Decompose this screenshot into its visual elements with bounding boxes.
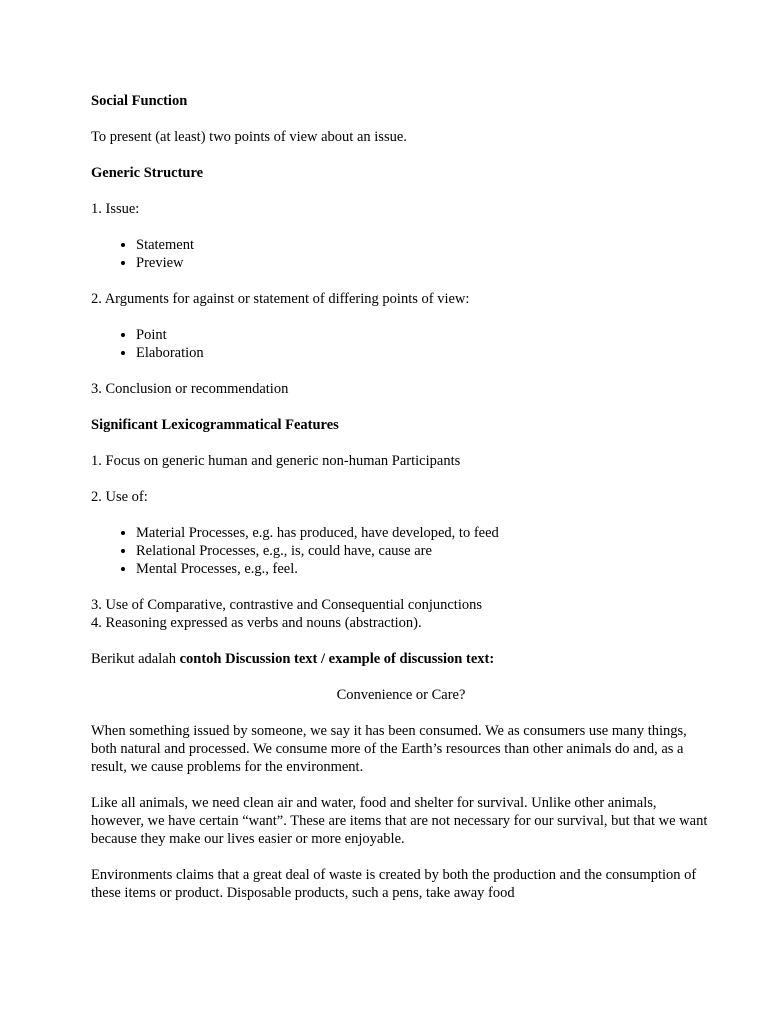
example-intro-bold: contoh Discussion text / example of discussion text: [179, 651, 495, 667]
list-item: • Elaboration [136, 344, 711, 362]
document-content [91, 92, 711, 920]
generic-structure-heading: Generic Structure [91, 165, 204, 181]
social-function-heading: Social Function [91, 93, 188, 109]
list-item: • Relational Processes, e.g., is, could have, cause are [136, 542, 711, 560]
lexico-item-1: 1. Focus on generic human and generic non-human Participants [91, 453, 461, 469]
lexico-heading: Significant Lexicogrammatical Features [91, 417, 339, 433]
arguments-list [91, 326, 711, 362]
example-intro [91, 650, 711, 668]
list-item: • Mental Processes, e.g., feel. [136, 560, 711, 578]
issue-label: 1. Issue: [91, 201, 140, 217]
lexico-item-4: 4. Reasoning expressed as verbs and nouns (abstraction). [91, 615, 422, 631]
paragraph-3: Environments claims that a great deal of waste is created by both the production and the consumption of these items or product. Disposable products, such a pens, take away food [91, 867, 697, 901]
lexico-item-2: 2. Use of: [91, 489, 148, 505]
arguments-label: 2. Arguments for against or statement of differing points of view: [91, 291, 470, 307]
issue-list [91, 236, 711, 272]
example-intro-prefix: Berikut adalah [91, 651, 180, 667]
text-title: Convenience or Care? [336, 687, 466, 703]
list-item: • Point [136, 326, 711, 344]
paragraph-1: When something issued by someone, we say it has been consumed. We as consumers use many things, both natural and processed. We consume more of the Earth’s resources than other animals do and, as a result, we cause problems for the environment. [91, 723, 687, 775]
conclusion-label: 3. Conclusion or recommendation [91, 381, 289, 397]
list-item: • Material Processes, e.g. has produced, have developed, to feed [136, 524, 711, 542]
social-function-text: To present (at least) two points of view about an issue. [91, 129, 407, 145]
lexico-item-3: 3. Use of Comparative, contrastive and Consequential conjunctions [91, 597, 483, 613]
processes-list [91, 524, 711, 578]
list-item: • Statement [136, 236, 711, 254]
list-item: • Preview [136, 254, 711, 272]
paragraph-2: Like all animals, we need clean air and water, food and shelter for survival. Unlike other animals, however, we have certain “want”. These are items that are not necessary for our survival, but that we want because they make our lives easier or more enjoyable. [91, 795, 708, 847]
